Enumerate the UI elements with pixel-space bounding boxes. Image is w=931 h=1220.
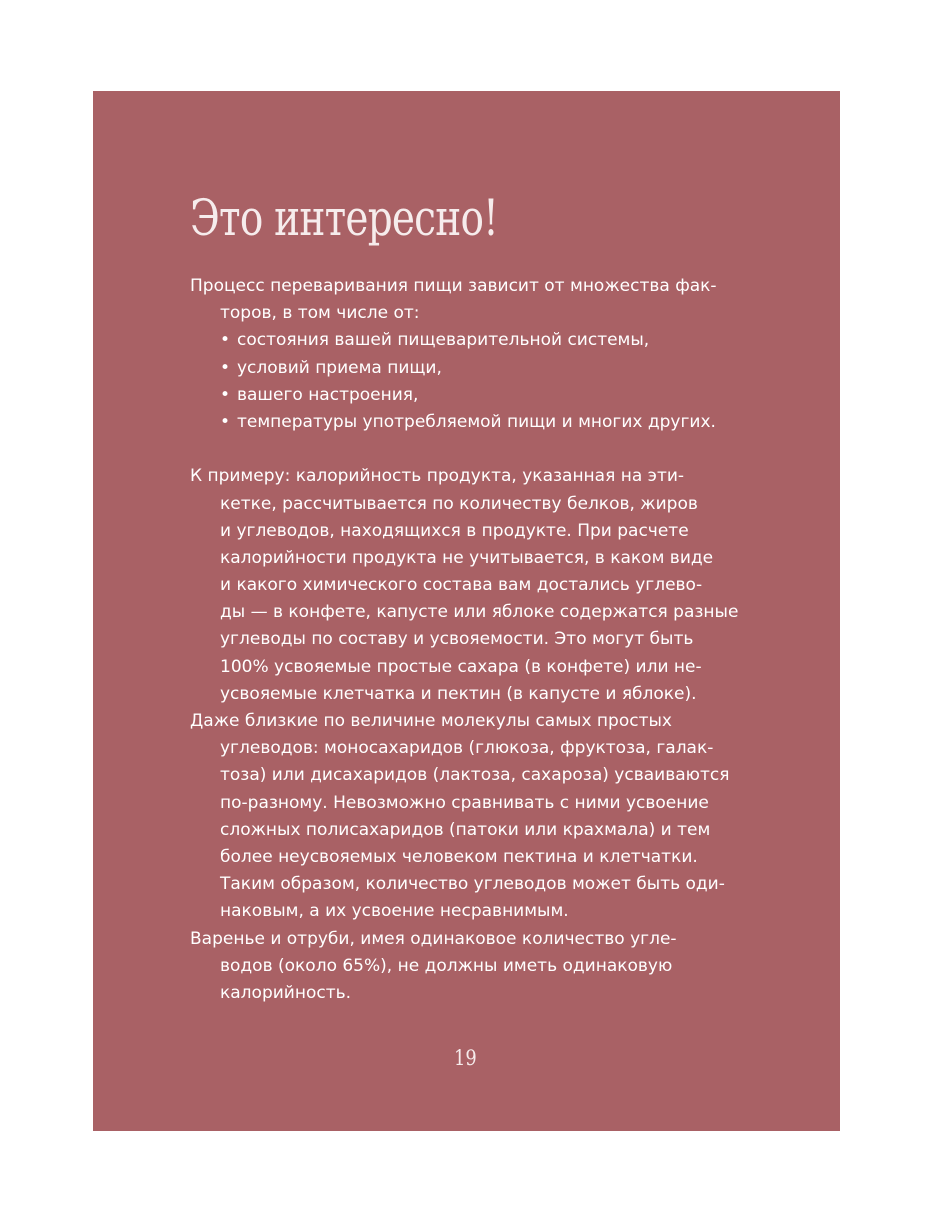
page-number: 19 <box>454 1046 477 1070</box>
paragraph-line: углеводов: моносахаридов (глюкоза, фруктоза, галак- <box>220 738 714 759</box>
paragraph-line: сложных полисахаридов (патоки или крахмала) и тем <box>220 819 711 840</box>
paragraph-line: и углеводов, находящихся в продукте. При расчете <box>220 520 689 541</box>
bullet-item <box>190 327 750 354</box>
bullet-icon: • <box>220 411 231 432</box>
paragraph-line: Процесс переваривания пищи зависит от множества фак- <box>190 276 717 296</box>
page-title: Это интересно! <box>190 189 499 247</box>
paragraph-spacer <box>190 436 750 463</box>
bullet-text: условий приема пищи, <box>237 357 442 378</box>
bullet-item <box>190 409 750 436</box>
paragraph-line: 100% усвояемые простые сахара (в конфете) или не- <box>220 656 702 677</box>
paragraph-line: по-разному. Невозможно сравнивать с ними усвоение <box>220 792 709 813</box>
paragraph-line: и какого химического состава вам достались углево- <box>220 575 703 596</box>
paragraph-calories <box>190 463 750 708</box>
paragraph-line: торов, в том числе от: <box>220 303 420 324</box>
paragraph-line: ды — в конфете, капусте или яблоке содержатся разные <box>220 602 739 623</box>
paragraph-line: водов (около 65%), не должны иметь одинаковую <box>220 955 673 976</box>
paragraph-line: калорийности продукта не учитывается, в каком виде <box>220 547 714 568</box>
bullet-icon: • <box>220 357 231 378</box>
paragraph-line: тоза) или дисахаридов (лактоза, сахароза) усваиваются <box>220 765 730 786</box>
body-text <box>190 273 750 1007</box>
paragraph-line: более неусвояемых человеком пектина и клетчатки. <box>220 846 698 867</box>
paragraph-jam-bran <box>190 926 750 1008</box>
bullet-icon: • <box>220 384 231 405</box>
bullet-icon: • <box>220 330 231 351</box>
paragraph-line: К примеру: калорийность продукта, указанная на эти- <box>190 466 685 487</box>
paragraph-factors <box>190 273 750 436</box>
paragraph-line: Варенье и отруби, имея одинаковое количество угле- <box>190 928 677 949</box>
paragraph-molecules <box>190 708 750 926</box>
paragraph-line: усвояемые клетчатка и пектин (в капусте и яблоке). <box>220 683 697 704</box>
bullet-text: температуры употребляемой пищи и многих других. <box>237 411 716 432</box>
bullet-text: состояния вашей пищеварительной системы, <box>237 330 650 351</box>
paragraph-line: наковым, а их усвоение несравнимым. <box>220 901 569 922</box>
paragraph-line: Таким образом, количество углеводов может быть оди- <box>220 874 725 895</box>
paragraph-line: кетке, рассчитывается по количеству белков, жиров <box>220 493 698 514</box>
paragraph-line: Даже близкие по величине молекулы самых простых <box>190 711 672 731</box>
bullet-item <box>190 355 750 382</box>
paragraph-line: калорийность. <box>220 982 352 1003</box>
bullet-item <box>190 382 750 409</box>
paragraph-line: углеводы по составу и усвояемости. Это могут быть <box>220 629 694 650</box>
bullet-text: вашего настроения, <box>237 384 419 405</box>
